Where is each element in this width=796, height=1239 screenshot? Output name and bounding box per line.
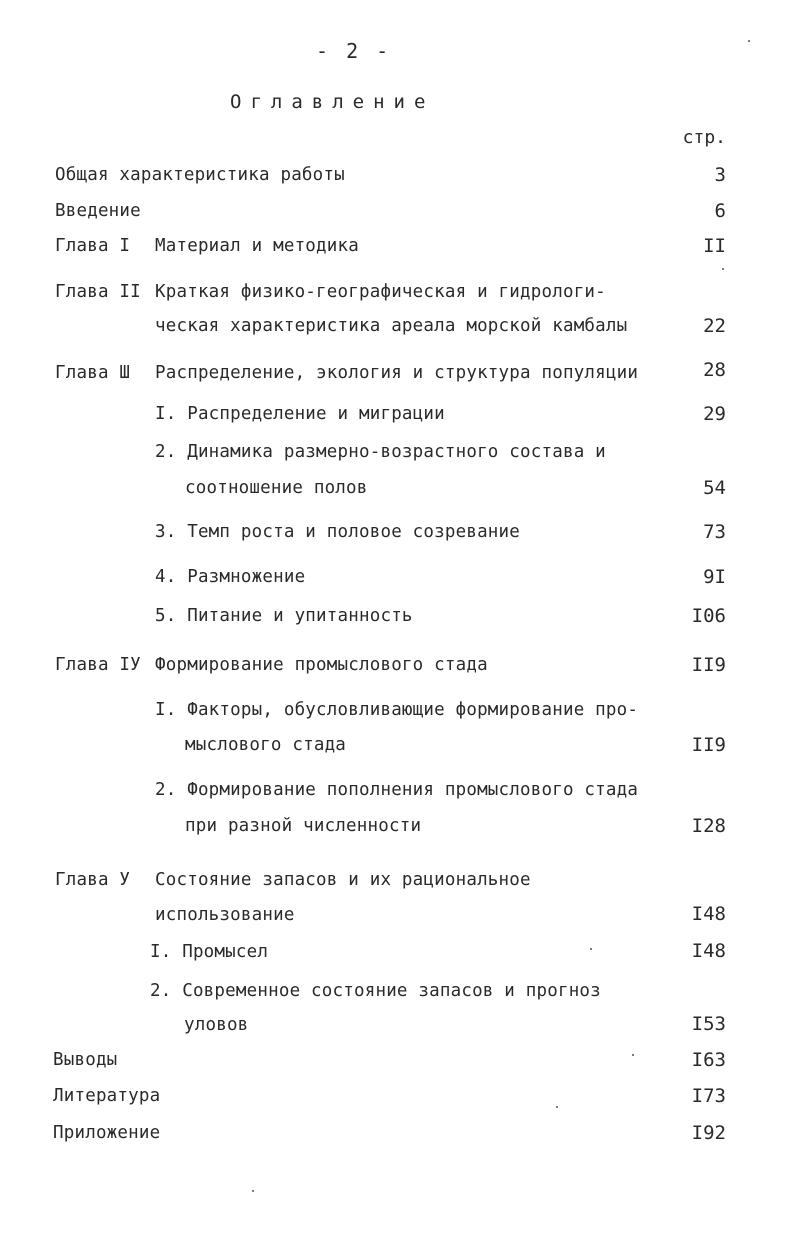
toc-entry-page: 6: [714, 200, 726, 222]
toc-entry-text: Введение: [55, 201, 141, 221]
toc-entry-text: I. Промысел: [150, 942, 269, 962]
scan-speck: [722, 268, 724, 270]
chapter-label: Глава IУ: [55, 655, 141, 675]
toc-entry-text: 2. Формирование пополнения промыслового стада: [155, 780, 639, 800]
toc-entry-page: 73: [703, 521, 726, 543]
page-title: Оглавление: [230, 91, 435, 113]
toc-entry-page: 3: [714, 164, 726, 186]
toc-entry-text-continued: ческая характеристика ареала морской камбалы: [155, 316, 628, 336]
toc-entry-text: I. Факторы, обусловливающие формирование про-: [155, 700, 639, 720]
scan-speck: [590, 948, 592, 950]
toc-entry-text-continued: уловов: [184, 1015, 249, 1035]
toc-entry-page: 29: [703, 403, 726, 425]
chapter-label: Глава II: [55, 282, 141, 302]
toc-entry-text-continued: мыслового стада: [185, 735, 347, 755]
toc-entry-page: I92: [691, 1122, 726, 1144]
scan-speck: [632, 1054, 634, 1056]
chapter-label: Глава I: [55, 236, 131, 256]
toc-entry-text: 5. Питание и упитанность: [155, 606, 413, 626]
toc-entry-page: I48: [691, 940, 726, 962]
toc-entry-page: 54: [703, 477, 726, 499]
toc-entry-page: I63: [691, 1049, 726, 1071]
scan-speck: [556, 1106, 558, 1108]
toc-entry-page: I28: [691, 815, 726, 837]
scan-speck: [252, 1190, 254, 1192]
toc-entry-page: II9: [691, 734, 726, 756]
page-number: - 2 -: [316, 39, 392, 63]
toc-entry-text: 2. Современное состояние запасов и прогноз: [150, 981, 601, 1001]
toc-entry-text: Распределение, экология и структура популяции: [155, 363, 639, 383]
toc-entry-text: 3. Темп роста и половое созревание: [155, 522, 521, 542]
toc-entry-text-continued: использование: [155, 905, 295, 925]
toc-entry-page: I06: [691, 605, 726, 627]
toc-entry-page: 22: [703, 315, 726, 337]
toc-entry-text: Материал и методика: [155, 236, 359, 256]
toc-entry-page: 28: [703, 359, 726, 381]
toc-entry-text: Литература: [53, 1086, 161, 1106]
toc-entry-text: Состояние запасов и их рациональное: [155, 870, 531, 890]
toc-entry-text-continued: при разной численности: [185, 816, 422, 836]
toc-entry-page: II: [703, 235, 726, 257]
chapter-label: Глава Ш: [55, 363, 131, 383]
toc-entry-page: II9: [691, 654, 726, 676]
chapter-label: Глава У: [55, 870, 131, 890]
toc-entry-text: I. Распределение и миграции: [155, 404, 445, 424]
toc-entry-text: 2. Динамика размерно-возрастного состава и: [155, 442, 606, 462]
toc-entry-page: 9I: [703, 566, 726, 588]
toc-entry-text-continued: соотношение полов: [185, 478, 368, 498]
toc-entry-text: Выводы: [53, 1050, 118, 1070]
page-column-label: стр.: [682, 127, 726, 148]
toc-entry-page: I73: [691, 1085, 726, 1107]
toc-entry-text: 4. Размножение: [155, 567, 306, 587]
toc-entry-text: Формирование промыслового стада: [155, 655, 488, 675]
toc-entry-page: I48: [691, 903, 726, 925]
toc-entry-text: Приложение: [53, 1123, 161, 1143]
toc-entry-page: I53: [691, 1013, 726, 1035]
scan-speck: [748, 40, 750, 42]
toc-entry-text: Краткая физико-географическая и гидрологи-: [155, 282, 606, 302]
toc-entry-text: Общая характеристика работы: [55, 165, 345, 185]
